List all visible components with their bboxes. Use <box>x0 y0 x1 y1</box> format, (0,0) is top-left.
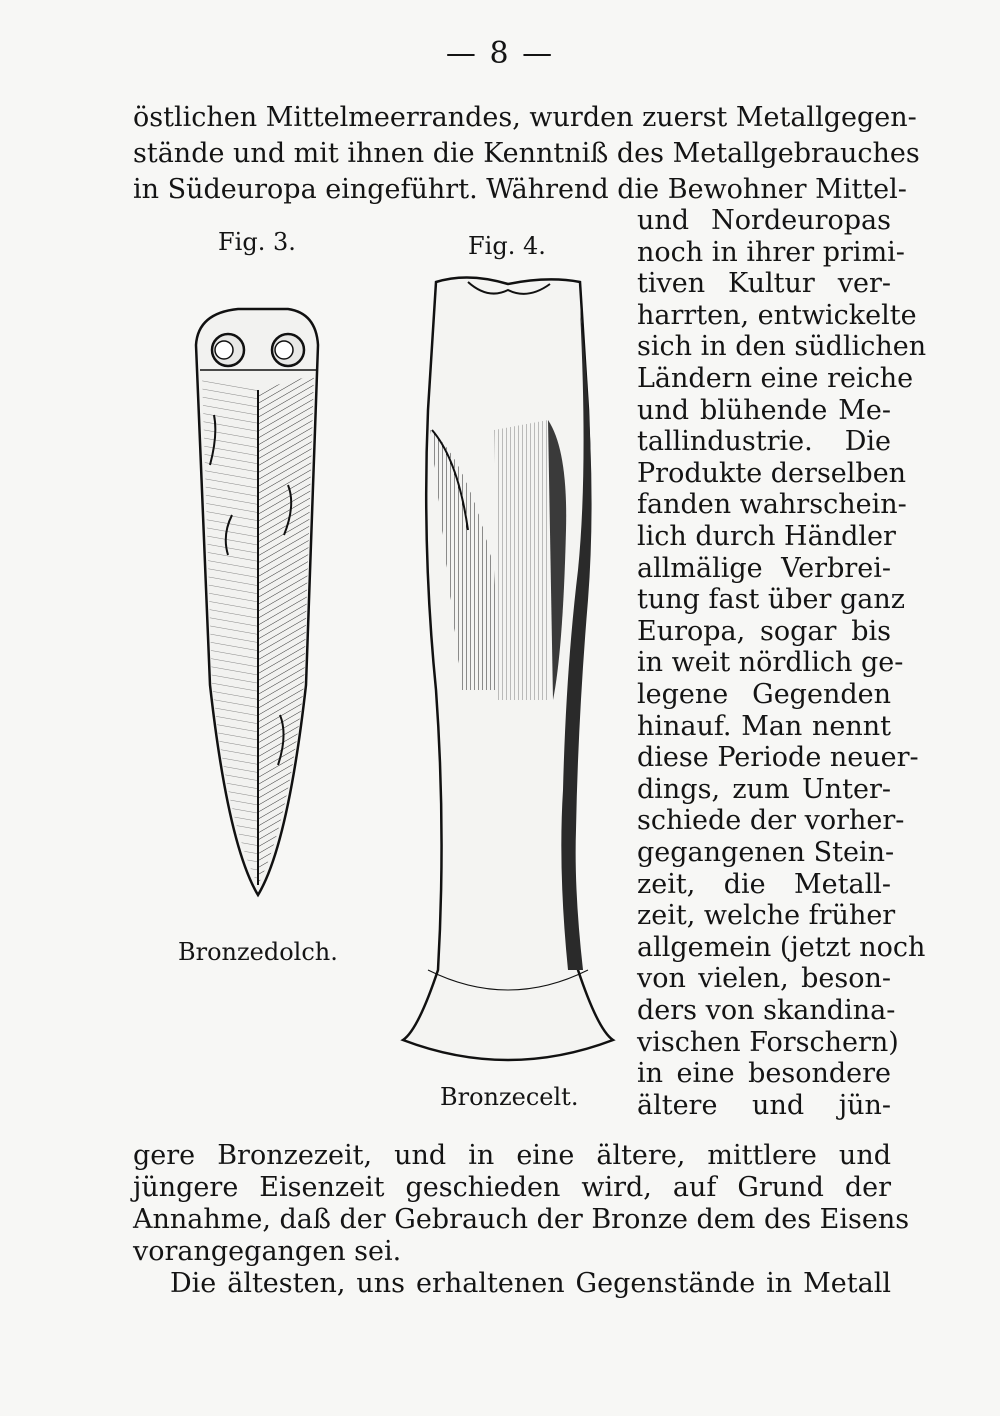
text-line: ders von skandina- <box>637 995 896 1026</box>
text-line: diese Periode neuer- <box>637 742 919 774</box>
text-line: harrten, entwickelte <box>637 299 917 331</box>
text-line: zeit, die Metall- <box>637 868 891 900</box>
text-line: stände und mit ihnen die Kenntniß des Metallgebrauches <box>133 138 920 169</box>
text-line: Ländern eine reiche <box>637 363 914 394</box>
text-line: ältere und jün- <box>637 1089 891 1121</box>
text-line: legene Gegenden <box>637 679 891 710</box>
bronze-celt-illustration <box>398 270 618 1070</box>
text-line: östlichen Mittelmeerrandes, wurden zuerst Metallgegen- <box>133 102 917 133</box>
text-line: tiven Kultur ver- <box>637 268 891 300</box>
text-line: Europa, sogar bis <box>637 615 891 647</box>
text-line: von vielen, beson- <box>637 963 891 995</box>
text-line: vischen Forschern) <box>637 1026 899 1058</box>
text-line: allmälige Verbrei- <box>637 552 891 584</box>
text-line: in Südeuropa eingeführt. Während die Bewohner Mittel- <box>133 174 907 205</box>
text-line: tung fast über ganz <box>637 584 906 616</box>
text-line: schiede der vorher- <box>637 805 905 837</box>
fig3-label: Fig. 3. <box>218 228 296 256</box>
text-line: noch in ihrer primi- <box>637 236 905 268</box>
text-line: zeit, welche früher <box>637 900 896 932</box>
text-line: dings, zum Unter- <box>637 773 891 805</box>
bronze-dagger-illustration <box>188 305 328 905</box>
text-line: sich in den südlichen <box>637 331 927 363</box>
text-line: allgemein (jetzt noch <box>637 931 926 963</box>
text-line: gegangenen Stein- <box>637 837 895 868</box>
page-number: — 8 — <box>445 36 555 71</box>
text-line: fanden wahrschein- <box>637 489 907 521</box>
fig3-caption: Bronzedolch. <box>178 938 338 966</box>
text-line: und Nordeuropas <box>637 205 891 236</box>
text-line: und blühende Me- <box>637 394 891 426</box>
text-line: vorangegangen sei. <box>133 1236 402 1267</box>
text-line: tallindustrie. Die <box>637 426 891 458</box>
text-line: Annahme, daß der Gebrauch der Bronze dem des Eisens <box>133 1204 910 1235</box>
final-text-line: Die ältesten, uns erhaltenen Gegenstände in Metall <box>170 1268 891 1299</box>
text-line: hinauf. Man nennt <box>637 710 891 742</box>
text-line: in eine besondere <box>637 1058 891 1090</box>
text-line: gere Bronzezeit, und in eine ältere, mittlere und <box>133 1140 891 1171</box>
text-line: jüngere Eisenzeit geschieden wird, auf Grund der <box>133 1172 891 1203</box>
text-line: in weit nördlich ge- <box>637 647 904 679</box>
fig4-caption: Bronzecelt. <box>440 1083 579 1111</box>
text-line: Produkte derselben <box>637 457 907 489</box>
fig4-label: Fig. 4. <box>468 232 546 260</box>
text-line: lich durch Händler <box>637 521 896 552</box>
